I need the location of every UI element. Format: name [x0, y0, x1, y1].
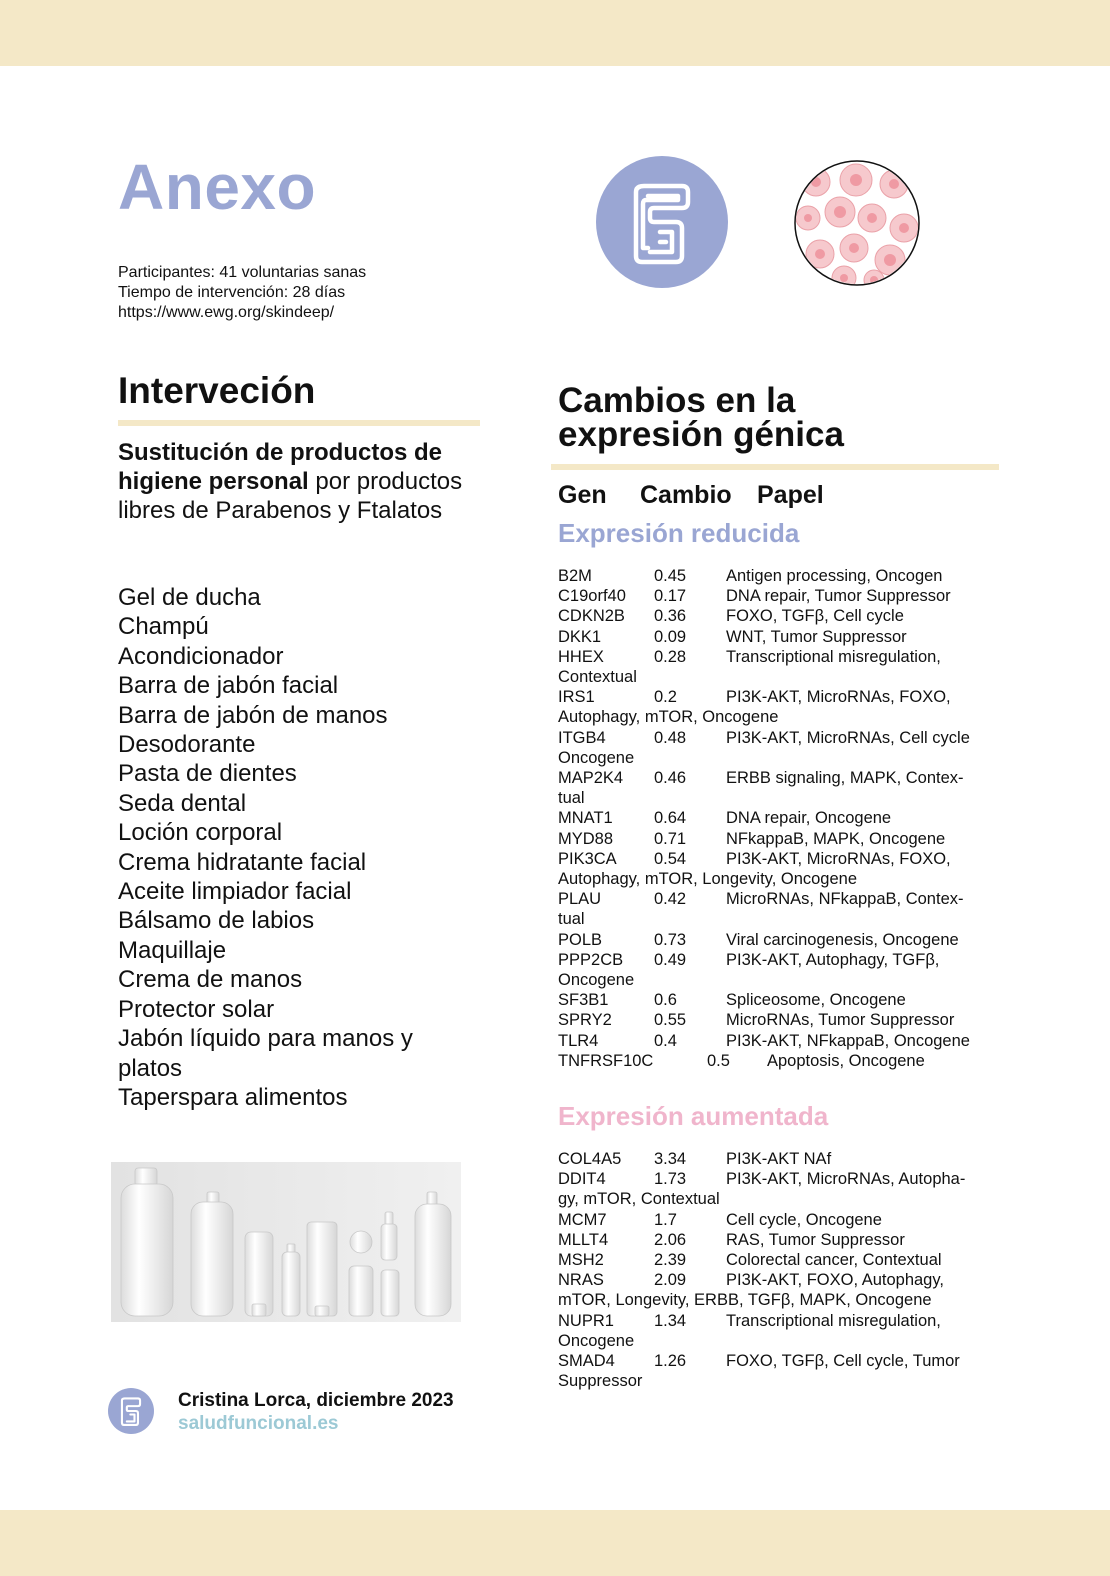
gene-row	[558, 930, 998, 950]
gene-name: MLLT4	[558, 1230, 609, 1249]
fold-change: 0.48	[654, 728, 687, 747]
increased-expression-list	[558, 1149, 998, 1391]
fold-change: 0.64	[654, 809, 687, 828]
fold-change: 1.34	[654, 1311, 687, 1330]
list-item: Crema de manos	[118, 966, 303, 994]
gene-row	[558, 728, 998, 768]
product-list	[118, 583, 478, 1112]
gene-role: PI3K-AKT, FOXO, Autophagy,	[726, 1271, 944, 1290]
gene-role: MicroRNAs, Tumor Suppressor	[726, 1011, 955, 1030]
gene-role: FOXO, TGFβ, Cell cycle	[726, 607, 904, 626]
intervention-heading: Interveción	[118, 370, 316, 411]
gene-role: PI3K-AKT, MicroRNAs, Autopha-	[726, 1170, 966, 1189]
list-item: Aceite limpiador facial	[118, 878, 352, 906]
gene-role-continuation: mTOR, Longevity, ERBB, TGFβ, MAPK, Oncogene	[558, 1291, 932, 1310]
gene-name: PIK3CA	[558, 849, 617, 868]
fold-change: 1.73	[654, 1170, 687, 1189]
fold-change: 0.17	[654, 587, 687, 606]
gene-role: PI3K-AKT, MicroRNAs, FOXO,	[726, 688, 951, 707]
gene-name: CDKN2B	[558, 607, 625, 626]
gene-name: MCM7	[558, 1210, 607, 1229]
list-item: Desodorante	[118, 731, 256, 759]
list-item: Pasta de dientes	[118, 760, 297, 788]
gene-name: SPRY2	[558, 1011, 612, 1030]
gene-name: NUPR1	[558, 1311, 614, 1330]
divider	[118, 420, 480, 426]
gene-row	[558, 1031, 998, 1051]
fold-change: 0.28	[654, 647, 687, 666]
fold-change: 0.46	[654, 769, 687, 788]
brand-logo-small-icon	[108, 1388, 154, 1434]
fold-change: 0.09	[654, 627, 687, 646]
list-item: Jabón líquido para manos y platos	[118, 1025, 413, 1082]
fold-change: 0.73	[654, 930, 687, 949]
fold-change: 0.49	[654, 950, 687, 969]
list-item: Gel de ducha	[118, 584, 261, 611]
gene-name: B2M	[558, 567, 592, 585]
gene-role: DNA repair, Oncogene	[726, 809, 892, 828]
column-header-change: Cambio	[640, 481, 732, 509]
heading-line-1: Cambios en la	[558, 381, 796, 420]
fold-change: 0.5	[707, 1051, 730, 1070]
fold-change: 0.2	[654, 688, 677, 707]
gene-row	[558, 829, 998, 849]
increased-expression-title: Expresión aumentada	[558, 1101, 829, 1131]
meta-participants: Participantes: 41 voluntarias sanas	[118, 264, 367, 281]
gene-row	[558, 849, 998, 889]
gene-role: NFkappaB, MAPK, Oncogene	[726, 829, 946, 848]
fold-change: 2.39	[654, 1251, 687, 1270]
gene-name: C19orf40	[558, 587, 626, 606]
gene-name: IRS1	[558, 688, 595, 707]
gene-row	[558, 768, 998, 808]
gene-row	[558, 1051, 998, 1071]
brand-logo-icon	[596, 156, 728, 288]
meta-url: https://www.ewg.org/skindeep/	[118, 304, 335, 321]
gene-row	[558, 647, 998, 687]
gene-role: PI3K-AKT, MicroRNAs, Cell cycle	[726, 728, 970, 747]
gene-row	[558, 1210, 998, 1230]
gene-name: DDIT4	[558, 1170, 606, 1189]
meta-duration: Tiempo de intervención: 28 días	[118, 284, 346, 301]
gene-expression-heading	[558, 381, 998, 454]
fold-change: 0.42	[654, 890, 687, 909]
gene-role: Viral carcinogenesis, Oncogene	[726, 930, 959, 949]
gene-name: HHEX	[558, 647, 604, 666]
gene-role-continuation: Suppressor	[558, 1372, 643, 1391]
gene-name: DKK1	[558, 627, 602, 646]
gene-name: MAP2K4	[558, 769, 624, 788]
list-item: Champú	[118, 613, 209, 641]
gene-name: SMAD4	[558, 1352, 615, 1371]
gene-row	[558, 1230, 998, 1250]
column-header-role: Papel	[757, 481, 824, 509]
fold-change: 2.09	[654, 1271, 687, 1290]
gene-role: Apoptosis, Oncogene	[767, 1051, 925, 1070]
gene-name: ITGB4	[558, 728, 606, 747]
gene-row	[558, 990, 998, 1010]
gene-role: Transcriptional misregulation,	[726, 1311, 941, 1330]
gene-row	[558, 1311, 998, 1351]
gene-row	[558, 1270, 998, 1310]
fold-change: 0.45	[654, 567, 687, 585]
list-item: Loción corporal	[118, 819, 283, 847]
list-item: Crema hidratante facial	[118, 848, 367, 876]
list-item: Bálsamo de labios	[118, 907, 315, 935]
gene-row	[558, 606, 998, 626]
gene-role: RAS, Tumor Suppressor	[726, 1230, 905, 1249]
gene-role: PI3K-AKT NAf	[726, 1150, 832, 1168]
gene-role: WNT, Tumor Suppressor	[726, 627, 907, 646]
list-item: Taperspara alimentos	[118, 1083, 348, 1111]
gene-role: PI3K-AKT, Autophagy, TGFβ,	[726, 950, 940, 969]
website-link[interactable]: saludfuncional.es	[178, 1413, 339, 1434]
gene-role-continuation: gy, mTOR, Contextual	[558, 1190, 720, 1209]
author-name: Cristina Lorca, diciembre 2023	[178, 1390, 454, 1411]
gene-role: Spliceosome, Oncogene	[726, 991, 906, 1010]
list-item: Barra de jabón facial	[118, 672, 339, 700]
cosmetic-bottles-image	[111, 1162, 461, 1322]
gene-row	[558, 687, 998, 727]
fold-change: 0.71	[654, 829, 687, 848]
reduced-expression-title: Expresión reducida	[558, 518, 800, 548]
reduced-expression-list	[558, 566, 998, 1071]
gene-role: DNA repair, Tumor Suppressor	[726, 587, 951, 606]
study-meta	[118, 263, 366, 323]
gene-role-continuation: Oncogene	[558, 748, 635, 767]
gene-name: PPP2CB	[558, 950, 624, 969]
gene-role: Transcriptional misregulation,	[726, 647, 941, 666]
summary-bold: Sustitución de productos de higiene personal	[118, 439, 443, 495]
cells-illustration	[794, 160, 920, 286]
gene-row	[558, 1169, 998, 1209]
gene-name: TLR4	[558, 1031, 599, 1050]
gene-row	[558, 627, 998, 647]
intervention-summary	[118, 438, 478, 525]
fold-change: 0.36	[654, 607, 687, 626]
fold-change: 0.55	[654, 1011, 687, 1030]
gene-role: MicroRNAs, NFkappaB, Contex-	[726, 890, 964, 909]
gene-name: MSH2	[558, 1251, 604, 1270]
fold-change: 0.6	[654, 991, 677, 1010]
heading-line-2: expresión génica	[558, 415, 844, 454]
gene-name: MNAT1	[558, 809, 613, 828]
gene-role: ERBB signaling, MAPK, Contex-	[726, 769, 964, 788]
fold-change: 2.06	[654, 1230, 687, 1249]
list-item: Seda dental	[118, 789, 247, 817]
list-item: Acondicionador	[118, 642, 284, 670]
fold-change: 0.54	[654, 849, 687, 868]
gene-name: NRAS	[558, 1271, 604, 1290]
gene-role-continuation: Oncogene	[558, 1331, 635, 1350]
gene-name: PLAU	[558, 890, 602, 909]
gene-name: COL4A5	[558, 1150, 622, 1168]
gene-row	[558, 1250, 998, 1270]
gene-role-continuation: Autophagy, mTOR, Longevity, Oncogene	[558, 870, 858, 889]
gene-role-continuation: Oncogene	[558, 971, 635, 990]
list-item: Protector solar	[118, 995, 275, 1023]
gene-row	[558, 566, 998, 586]
gene-row	[558, 808, 998, 828]
fold-change: 3.34	[654, 1150, 687, 1168]
column-header-gene: Gen	[558, 481, 607, 509]
fold-change: 0.4	[654, 1031, 677, 1050]
gene-role: FOXO, TGFβ, Cell cycle, Tumor	[726, 1352, 960, 1371]
gene-role: Colorectal cancer, Contextual	[726, 1251, 942, 1270]
list-item: Maquillaje	[118, 936, 227, 964]
gene-row	[558, 950, 998, 990]
gene-row	[558, 1351, 998, 1391]
gene-name: MYD88	[558, 829, 614, 848]
bottom-band	[0, 1510, 1110, 1576]
fold-change: 1.7	[654, 1210, 677, 1229]
gene-row	[558, 1149, 998, 1169]
gene-role: PI3K-AKT, NFkappaB, Oncogene	[726, 1031, 970, 1050]
gene-role-continuation: tual	[558, 910, 585, 929]
page-title: Anexo	[118, 151, 317, 223]
gene-role: PI3K-AKT, MicroRNAs, FOXO,	[726, 849, 951, 868]
gene-role: Cell cycle, Oncogene	[726, 1210, 882, 1229]
gene-role-continuation: tual	[558, 789, 585, 808]
gene-row	[558, 1010, 998, 1030]
gene-role-continuation: Contextual	[558, 668, 637, 687]
divider	[551, 464, 999, 470]
gene-role-continuation: Autophagy, mTOR, Oncogene	[558, 708, 779, 727]
fold-change: 1.26	[654, 1352, 687, 1371]
top-band	[0, 0, 1110, 66]
list-item: Barra de jabón de manos	[118, 701, 388, 729]
gene-row	[558, 889, 998, 929]
summary-rest: por productos libres de Parabenos y Ftalatos	[118, 468, 463, 524]
gene-name: POLB	[558, 930, 603, 949]
gene-role: Antigen processing, Oncogen	[726, 567, 943, 585]
gene-row	[558, 586, 998, 606]
gene-name: TNFRSF10C	[558, 1051, 654, 1070]
gene-name: SF3B1	[558, 991, 609, 1010]
